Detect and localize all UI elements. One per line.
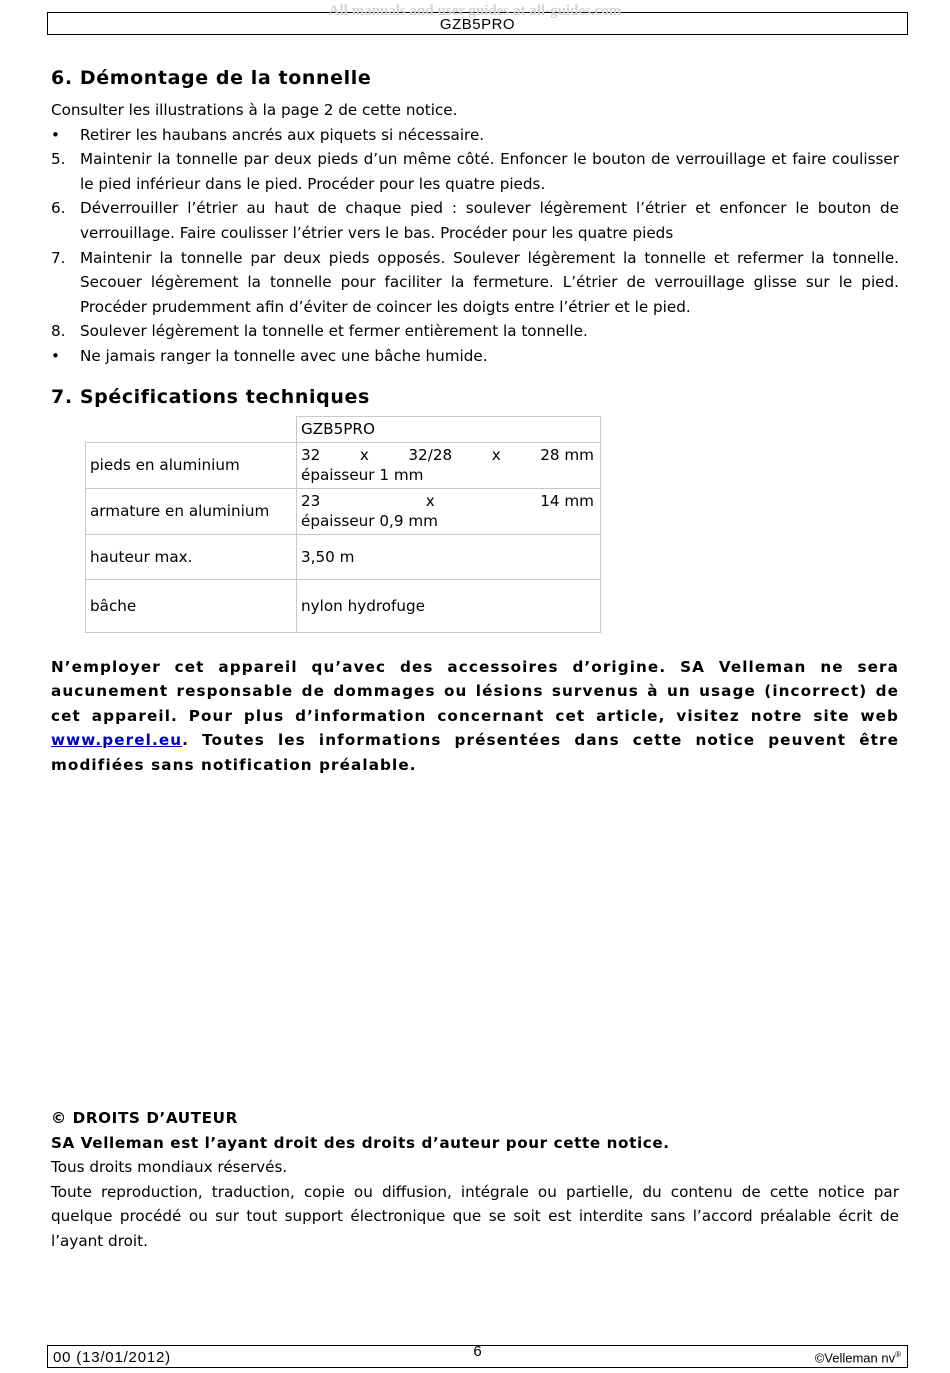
legal-notice: [51, 655, 899, 778]
list-item: [51, 147, 899, 196]
list-item: [51, 319, 899, 344]
spec-table: [85, 416, 601, 633]
list-item: [51, 123, 899, 148]
table-row: [86, 579, 601, 632]
dim-part: 32/28: [408, 446, 453, 465]
dim-part: x: [491, 446, 501, 465]
spec-label: armature en aluminium: [86, 488, 297, 534]
table-row: [86, 488, 601, 534]
copyright-rights: Tous droits mondiaux réservés.: [51, 1158, 288, 1177]
header-title: GZB5PRO: [439, 16, 516, 33]
table-row: [86, 534, 601, 579]
notice-text: N’employer cet appareil qu’avec des accessoires d’origine. SA Velleman ne sera aucunement responsable de dommages ou lésions survenus à un usage (incorrect) de cet appareil. Pour plus d’information concernant cet article, visitez notre site web: [51, 657, 899, 725]
list-item: [51, 246, 899, 320]
copyright-owner: SA Velleman est l’ayant droit des droits d’auteur pour cette notice.: [51, 1133, 670, 1152]
list-item: [51, 344, 899, 369]
list-item-text: Retirer les haubans ancrés aux piquets si nécessaire.: [80, 125, 485, 144]
table-cell-empty: [86, 416, 297, 442]
bullet-marker: •: [51, 346, 60, 365]
footer-company: [815, 1350, 901, 1365]
spec-label: bâche: [86, 579, 297, 632]
spec-value: 3,50 m: [297, 534, 601, 579]
copyright-section: [51, 1106, 899, 1254]
thickness-line: épaisseur 0,9 mm: [301, 512, 438, 531]
page-footer: [47, 1345, 908, 1368]
dim-part: 28 mm: [540, 446, 594, 465]
table-row: [86, 416, 601, 442]
list-item: [51, 196, 899, 245]
list-item-text: Maintenir la tonnelle par deux pieds opposés. Soulever légèrement la tonnelle et refermer la tonnelle. Secouer légèrement la tonnelle pour faciliter la fermeture. L’étrier de verrouillage glisse sur le pied. Procéder prudemment afin d’éviter de coincer les doigts entre l’étrier et le pied.: [80, 248, 899, 316]
watermark: All manuals and user guides at all-guides.com: [328, 3, 622, 19]
section-7-heading: 7. Spécifications techniques: [51, 385, 370, 408]
registered-mark: ®: [895, 1350, 901, 1359]
disassembly-steps: [51, 123, 899, 369]
footer-version: 00 (13/01/2012): [53, 1349, 171, 1366]
spec-label: pieds en aluminium: [86, 442, 297, 488]
dim-part: 32: [301, 446, 321, 465]
list-item-text: Soulever légèrement la tonnelle et fermer entièrement la tonnelle.: [80, 322, 588, 341]
company-name: ©Velleman nv: [814, 1350, 896, 1366]
step-number: 5.: [51, 150, 66, 169]
spec-label: hauteur max.: [86, 534, 297, 579]
website-link[interactable]: www.perel.eu: [51, 731, 183, 750]
spec-value: [297, 488, 601, 534]
section-6-heading: 6. Démontage de la tonnelle: [51, 67, 372, 89]
dimension-line: [301, 445, 594, 465]
dim-part: 14 mm: [540, 492, 594, 511]
table-row: [86, 442, 601, 488]
thickness-line: épaisseur 1 mm: [301, 466, 424, 485]
copyright-text: Toute reproduction, traduction, copie ou diffusion, intégrale ou partielle, du contenu de cette notice par quelque procédé ou sur tout support électronique que se soit est interdite sans l’accord préalable écrit de l’ayant droit.: [51, 1182, 899, 1250]
copyright-heading: © DROITS D’AUTEUR: [51, 1109, 238, 1127]
notice-text-end: . Toutes les informations présentées dans cette notice peuvent être modifiées sans notification préalable.: [51, 731, 899, 774]
page-number: 6: [473, 1343, 482, 1360]
model-header: GZB5PRO: [297, 416, 601, 442]
step-number: 8.: [51, 322, 66, 341]
spec-value: nylon hydrofuge: [297, 579, 601, 632]
dim-part: x: [425, 492, 435, 511]
spec-value: [297, 442, 601, 488]
list-item-text: Ne jamais ranger la tonnelle avec une bâche humide.: [80, 346, 488, 365]
list-item-text: Déverrouiller l’étrier au haut de chaque pied : soulever légèrement l’étrier et enfoncer le bouton de verrouillage. Faire coulisser l’étrier vers le bas. Procéder pour les quatre pieds: [80, 199, 899, 242]
dim-part: x: [359, 446, 369, 465]
bullet-marker: •: [51, 125, 60, 144]
step-number: 6.: [51, 199, 66, 218]
dim-part: 23: [301, 492, 321, 511]
step-number: 7.: [51, 248, 66, 267]
main-content: [51, 64, 899, 778]
dimension-line: [301, 491, 594, 511]
section-6-intro: Consulter les illustrations à la page 2 de cette notice.: [51, 101, 458, 119]
list-item-text: Maintenir la tonnelle par deux pieds d’un même côté. Enfoncer le bouton de verrouillage et faire coulisser le pied inférieur dans le pied. Procéder pour les quatre pieds.: [80, 150, 899, 193]
